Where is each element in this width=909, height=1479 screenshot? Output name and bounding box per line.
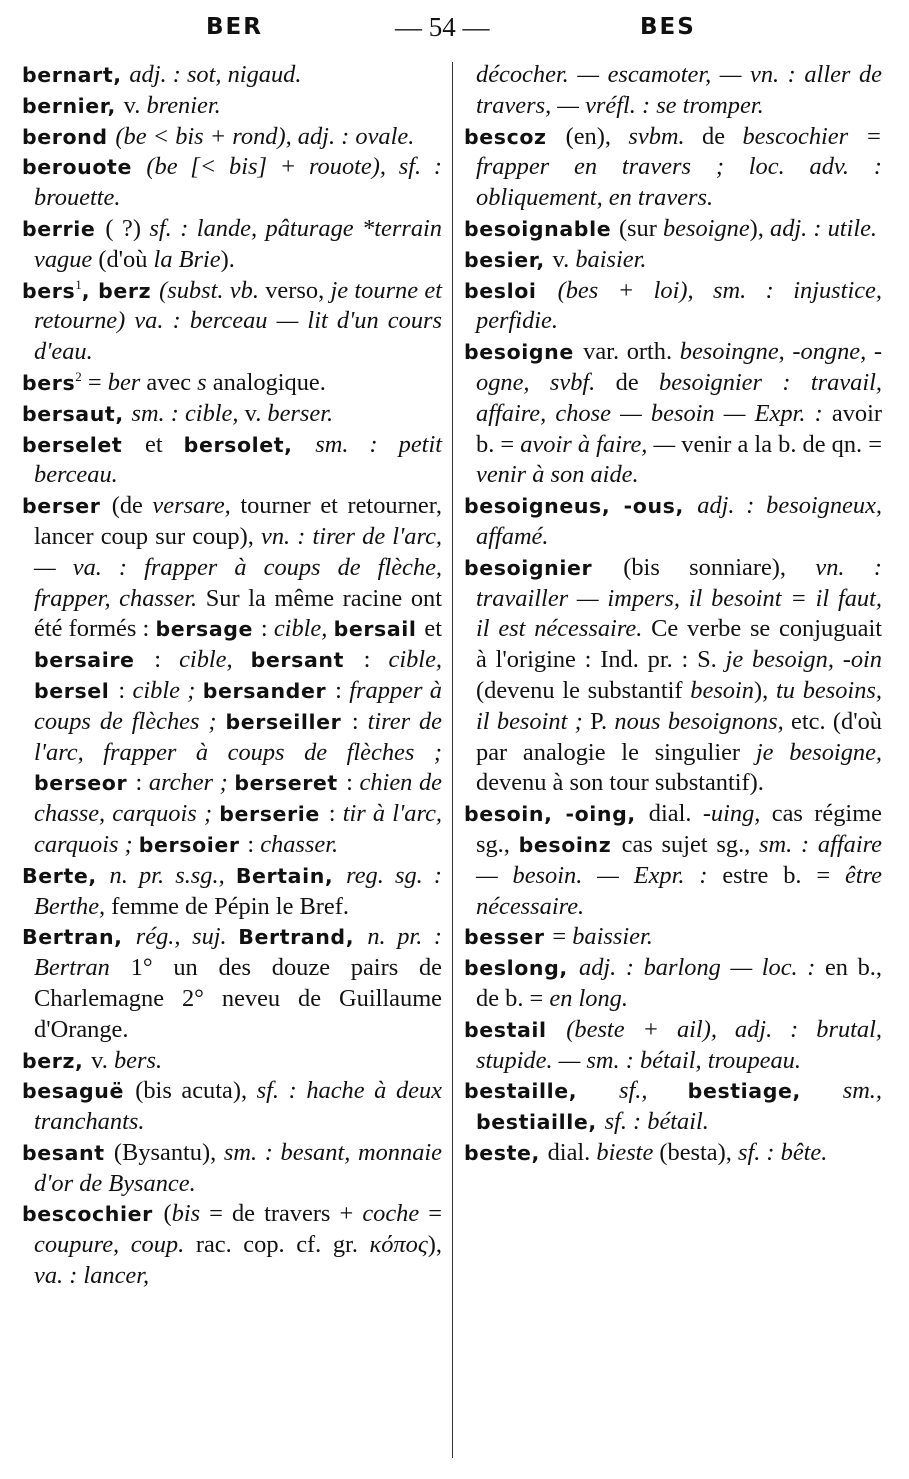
roman-text: ),	[427, 1231, 442, 1259]
roman-text: de	[702, 122, 743, 150]
column-divider	[452, 62, 453, 1458]
roman-text: (devenu le substantif	[476, 676, 691, 704]
definition-text: reg. sg. : Berthe,	[34, 861, 443, 920]
roman-text: :	[154, 646, 180, 674]
roman-text: et	[145, 430, 184, 458]
left-entry	[22, 368, 442, 399]
definition-text: n. pr. s.sg.,	[109, 861, 236, 889]
definition-text: n. pr. : Bertran	[34, 923, 442, 982]
left-entry	[22, 861, 442, 923]
roman-text: :	[346, 769, 360, 797]
definition-text: tirer de l'arc, frapper à coups de flèches ;	[34, 707, 443, 766]
left-entry	[22, 1046, 442, 1077]
headword: bersoier	[138, 832, 248, 857]
definition-text: sm. : besant, monnaie d'or de Bysance.	[34, 1138, 442, 1197]
headword: bestaille,	[464, 1079, 620, 1104]
headword: bersolet,	[183, 432, 316, 457]
roman-text: :	[335, 676, 350, 704]
definition-text: versare,	[152, 492, 241, 520]
definition-text: baisier.	[575, 245, 647, 273]
headword: berseiller	[225, 709, 352, 734]
right-entry	[464, 953, 882, 1015]
definition-text: sm. : petit berceau.	[34, 430, 443, 489]
definition-text: sm.,	[842, 1077, 883, 1105]
definition-text: je besoign, -oin	[725, 646, 882, 674]
definition-text: adj. : besoigneux, affamé.	[476, 492, 882, 550]
definition-text: brenier.	[146, 91, 221, 119]
roman-text: rac. cop. cf. gr.	[195, 1231, 370, 1259]
definition-text: cible,	[179, 646, 251, 674]
definition-text: tu besoins, il besoint ;	[476, 676, 882, 735]
roman-text: =	[552, 923, 573, 951]
headword: bersage	[155, 617, 261, 642]
headword: berond	[22, 124, 116, 149]
roman-text: (bis acuta),	[135, 1077, 257, 1105]
roman-text: ( ?)	[105, 214, 150, 242]
right-entry	[464, 922, 882, 953]
headword: bers	[22, 278, 76, 303]
roman-text: = de travers +	[209, 1200, 363, 1228]
definition-text: adj. : utile.	[770, 214, 878, 242]
left-entry	[22, 430, 442, 492]
definition-text: s	[197, 368, 213, 396]
definition-text: ber	[107, 368, 147, 396]
roman-text: (bis sonniare),	[623, 553, 816, 581]
roman-text: :	[328, 800, 343, 828]
definition-text: en long.	[549, 984, 628, 1012]
left-entry	[22, 152, 442, 214]
right-entry	[464, 214, 882, 245]
definition-text: sf. : bête.	[737, 1138, 828, 1166]
headword: beslong,	[464, 956, 579, 981]
headword: bersaut,	[22, 401, 132, 426]
roman-text: :	[135, 769, 149, 797]
roman-text: =	[81, 368, 108, 396]
definition-text: sm. : affaire — besoin. — Expr. :	[476, 830, 883, 889]
definition-text: vn. : tirer de l'arc, — va. : frapper à coups de flèche, frapper, chasser.	[34, 522, 442, 612]
right-entry	[464, 491, 882, 553]
definition-text: bers.	[113, 1046, 163, 1074]
roman-text: :	[118, 676, 133, 704]
headword: berseret	[234, 771, 347, 796]
definition-text: besoingne, -ongne, -ogne, svbf.	[476, 338, 882, 396]
roman-text: ),	[753, 676, 776, 704]
page-number: — 54 —	[395, 12, 490, 42]
roman-text: Ce verbe se conjuguait à l'origine : Ind. pr. : S.	[476, 615, 882, 674]
roman-text: (Bysantu),	[113, 1138, 224, 1166]
definition-text: je tourne et retourne) va. : berceau — lit d'un cours d'eau.	[34, 276, 442, 366]
definition-text: adj. : barlong — loc. :	[579, 954, 825, 982]
definition-text: (be [< bis] + rouote), sf. : brouette.	[34, 153, 442, 212]
roman-text: etc. (d'où par analogie le singulier	[476, 707, 882, 766]
headword: besoignable	[464, 216, 619, 241]
definition-text: va. : lancer,	[34, 1262, 150, 1290]
headword: bernier,	[22, 93, 124, 118]
headword: besser	[464, 925, 553, 950]
headword: Bertrand,	[238, 925, 368, 950]
definition-text: décocher. — escamoter, — vn. : aller de travers, — vréfl. : se tromper.	[476, 61, 882, 119]
headword: berser	[22, 494, 112, 519]
left-entry	[22, 1076, 442, 1138]
roman-text: avec	[146, 368, 198, 396]
headword: bersaire	[34, 648, 155, 673]
left-entry	[22, 491, 442, 861]
definition-text: sf.,	[619, 1077, 688, 1105]
headword: Bertain,	[235, 863, 347, 888]
left-entry	[22, 122, 442, 153]
roman-text: (de	[111, 492, 153, 520]
headword: bernart,	[22, 63, 130, 87]
headword: bersant	[250, 648, 364, 673]
headword: bersel	[34, 678, 119, 703]
roman-text: femme de Pépin le Bref.	[111, 892, 349, 920]
left-column	[22, 60, 442, 1292]
headword: bestail	[464, 1017, 567, 1042]
definition-text: cible ;	[132, 676, 203, 704]
definition-text: baissier.	[572, 923, 653, 951]
right-entry	[464, 1138, 882, 1169]
definition-text: bieste	[596, 1138, 660, 1166]
left-entry	[22, 214, 442, 276]
left-entry	[22, 1138, 442, 1200]
definition-text: κόπος	[369, 1231, 428, 1259]
headword: berrie	[22, 216, 106, 241]
right-entry	[464, 553, 882, 799]
roman-text: v.	[244, 399, 268, 427]
roman-text: (sur	[618, 214, 663, 242]
roman-text: :	[363, 646, 389, 674]
definition-text: besoignier : travail, affaire, chose — besoin — Expr. :	[476, 368, 882, 427]
right-entry	[464, 245, 882, 276]
definition-text: bescochier = frapper en travers ; loc. adv. : obliquement, en travers.	[476, 122, 882, 212]
roman-text: v.	[123, 91, 147, 119]
definition-text: cible,	[273, 615, 334, 643]
right-entry	[464, 60, 882, 122]
headword: beste,	[464, 1140, 548, 1165]
headword: besier,	[464, 247, 553, 272]
definition-text: berser.	[267, 399, 334, 427]
definition-text: coche	[362, 1200, 429, 1228]
roman-text: 1° un des douze pairs de Charlemagne 2° neveu de Guillaume d'Orange.	[34, 954, 442, 1043]
definition-text: vn. : travailler — impers, il besoint = il faut, il est nécessaire.	[476, 553, 882, 643]
definition-text: frapper à coups de flèches ;	[34, 676, 442, 735]
roman-text: =	[428, 1200, 443, 1228]
definition-text: sf. : lande, pâturage *terrain vague	[34, 214, 443, 273]
header-left-guide-word: BER	[206, 14, 263, 40]
definition-text: tir à l'arc, carquois ;	[34, 800, 443, 858]
definition-text: la Brie	[153, 245, 221, 273]
roman-text: Sur la même racine ont été formés :	[34, 584, 443, 643]
right-entry	[464, 122, 882, 214]
left-entry	[22, 399, 442, 430]
roman-text: :	[247, 830, 261, 858]
homonym-number: 1	[75, 276, 82, 292]
roman-text: (en),	[565, 122, 629, 150]
headword: berseor	[34, 771, 136, 796]
roman-text: dial.	[648, 800, 703, 828]
definition-text: (bes + loi), sm. : injustice, perfidie.	[476, 276, 882, 335]
definition-text: avoir à faire, —	[520, 430, 682, 458]
roman-text: verso,	[265, 276, 331, 304]
headword: besoin, -oing,	[464, 802, 649, 827]
definition-text: -uing,	[702, 800, 772, 828]
right-entry	[464, 799, 882, 922]
left-entry	[22, 1199, 442, 1291]
roman-text: v.	[552, 245, 576, 273]
definition-text: besoigne	[662, 214, 750, 242]
definition-text: (subst. vb.	[159, 276, 266, 304]
homonym-number: 2	[75, 368, 82, 384]
headword: besloi	[464, 278, 558, 303]
left-entry	[22, 276, 442, 368]
headword: bescochier	[22, 1202, 164, 1227]
definition-text: besoin	[690, 676, 754, 704]
definition-text: chasser.	[260, 830, 339, 858]
headword: berz,	[22, 1048, 92, 1073]
roman-text: devenu à son tour substantif).	[476, 769, 764, 797]
headword: berouote	[22, 155, 147, 180]
definition-text: sf. : hache à deux tranchants.	[34, 1077, 442, 1136]
definition-text: adj. : sot, nigaud.	[129, 61, 302, 88]
definition-text: je besoigne,	[755, 738, 883, 766]
headword: Bertran,	[22, 925, 136, 950]
roman-text: cas régime sg.,	[476, 800, 882, 858]
right-entry	[464, 1015, 882, 1077]
definition-text: cible,	[388, 646, 442, 674]
definition-text: archer ;	[148, 769, 235, 797]
headword: berserie	[219, 802, 329, 827]
headword: besoigneus, -ous,	[464, 494, 698, 519]
roman-text: en b., de b. =	[476, 954, 883, 1012]
left-entry	[22, 60, 442, 91]
roman-text: estre b. =	[722, 861, 845, 889]
headword: besoigne	[464, 340, 584, 365]
definition-text: (beste + ail), adj. : brutal, stupide. — sm. : bétail, troupeau.	[476, 1015, 882, 1074]
roman-text: (d'où	[98, 245, 154, 273]
definition-text: sf. : bétail.	[604, 1108, 709, 1136]
roman-text: et	[424, 615, 442, 643]
headword: bersander	[202, 678, 336, 703]
roman-text: (besta),	[659, 1138, 738, 1166]
headword: besoignier	[464, 555, 624, 580]
headword: besant	[22, 1140, 114, 1165]
headword: besaguë	[22, 1079, 136, 1104]
right-entry	[464, 276, 882, 338]
page-header	[0, 10, 909, 50]
roman-text: avoir b. =	[476, 399, 882, 458]
definition-text: chien de chasse, carquois ;	[34, 769, 442, 828]
headword: bersail	[333, 617, 425, 642]
headword: Berte,	[22, 863, 110, 888]
roman-text: tourner et retourner, lancer coup sur coup),	[34, 492, 442, 550]
roman-text: analogique.	[212, 368, 326, 396]
right-entry	[464, 1076, 882, 1138]
roman-text: dial.	[547, 1138, 597, 1166]
headword: bers	[22, 370, 76, 395]
definition-text: svbm.	[628, 122, 703, 150]
definition-text: coupure, coup.	[34, 1231, 196, 1259]
roman-text: v.	[91, 1046, 114, 1074]
roman-text: cas sujet sg.,	[621, 830, 760, 858]
headword: bescoz	[464, 124, 566, 149]
left-entry	[22, 922, 442, 1045]
definition-text: rég., suj.	[135, 923, 239, 951]
definition-text: venir à son aide.	[476, 461, 639, 489]
roman-text: venir a la b. de qn. =	[681, 430, 882, 458]
header-right-guide-word: BES	[640, 14, 696, 40]
right-entry	[464, 337, 882, 491]
roman-text: P.	[590, 707, 615, 735]
headword: besoinz	[518, 832, 622, 857]
roman-text: var. orth.	[583, 338, 680, 366]
headword: bestiaille,	[476, 1110, 605, 1135]
definition-text: sm. : cible,	[131, 399, 245, 427]
roman-text: :	[351, 707, 368, 735]
roman-text: ).	[220, 245, 235, 273]
definition-text: (be < bis + rond), adj. : ovale.	[115, 122, 415, 150]
roman-text: (	[163, 1200, 172, 1228]
left-entry	[22, 91, 442, 122]
right-column	[464, 60, 882, 1169]
headword: berselet	[22, 432, 146, 457]
roman-text: :	[260, 615, 274, 643]
definition-text: bis	[171, 1200, 210, 1228]
roman-text: de	[615, 368, 660, 396]
headword: bestiage,	[687, 1079, 843, 1104]
definition-text: être nécessaire.	[476, 861, 882, 920]
roman-text: ),	[749, 214, 770, 242]
headword: , berz	[81, 278, 160, 303]
definition-text: nous besoignons,	[614, 707, 792, 735]
